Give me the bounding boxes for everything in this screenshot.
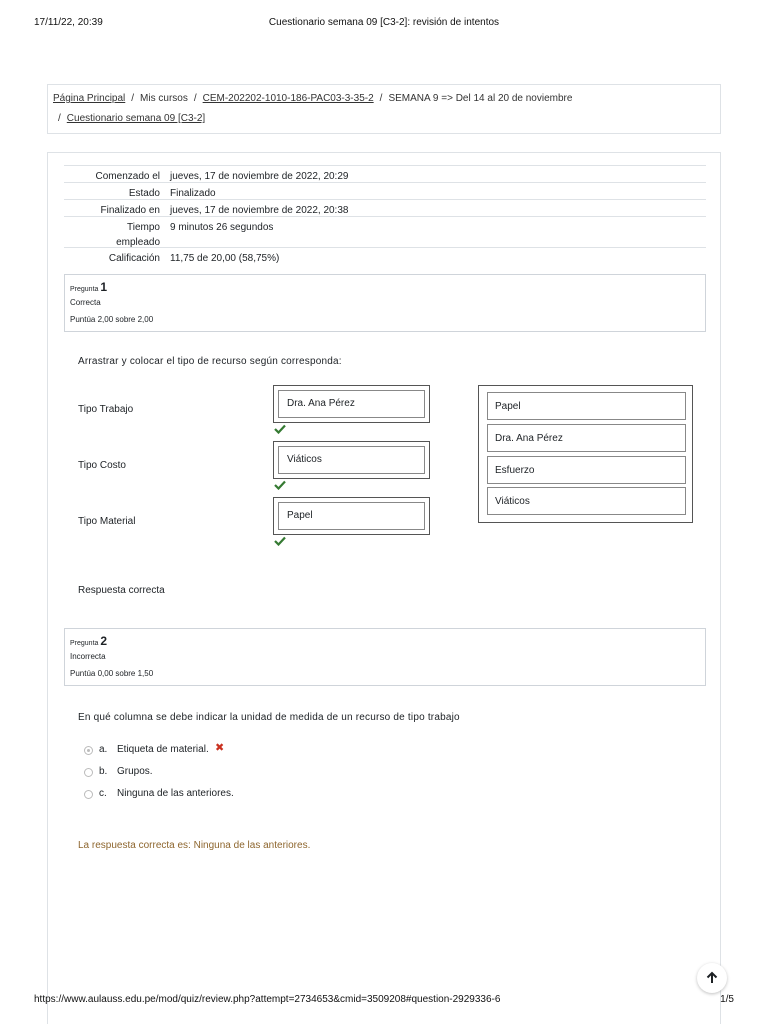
- option-letter: a.: [99, 744, 108, 755]
- breadcrumb-home-link[interactable]: Página Principal: [53, 93, 126, 104]
- question-number: [70, 634, 107, 648]
- question-grade: Puntúa 2,00 sobre 2,00: [70, 315, 154, 324]
- option-letter: b.: [99, 766, 108, 777]
- summary-value: Finalizado: [170, 188, 216, 199]
- check-icon: [274, 536, 286, 546]
- placed-item[interactable]: Papel: [278, 502, 425, 530]
- placed-item[interactable]: Viáticos: [278, 446, 425, 474]
- summary-label: Estado: [128, 188, 160, 199]
- drop-row-label: Tipo Trabajo: [78, 404, 134, 415]
- summary-value: 9 minutos 26 segundos: [170, 222, 274, 233]
- question-number: [70, 280, 107, 294]
- drag-item[interactable]: Viáticos: [487, 487, 686, 515]
- question-number-value: 2: [100, 634, 108, 648]
- print-url: https://www.aulauss.edu.pe/mod/quiz/review.php?attempt=2734653&cmid=3509208#question-2929336-6: [34, 994, 501, 1005]
- arrow-up-icon: [706, 971, 718, 984]
- drag-item[interactable]: Papel: [487, 392, 686, 420]
- question-2-text: En qué columna se debe indicar la unidad de medida de un recurso de tipo trabajo: [78, 712, 460, 723]
- summary-value: jueves, 17 de noviembre de 2022, 20:38: [170, 205, 349, 216]
- summary-label: Finalizado en: [100, 205, 160, 216]
- answer-option-c[interactable]: [84, 788, 284, 802]
- question-prefix: Pregunta: [70, 286, 99, 293]
- drop-zone-costo[interactable]: [273, 441, 430, 479]
- right-answer-feedback: La respuesta correcta es: Ninguna de las anteriores.: [78, 840, 311, 851]
- back-to-top-button[interactable]: [697, 963, 727, 993]
- print-footer: [34, 994, 734, 1008]
- radio-button[interactable]: [84, 768, 93, 777]
- option-text: Ninguna de las anteriores.: [117, 788, 234, 799]
- summary-row-grade: [64, 247, 706, 267]
- question-2-info: [64, 628, 706, 686]
- question-1-info: [64, 274, 706, 332]
- breadcrumb-my-courses[interactable]: Mis cursos: [140, 93, 188, 104]
- placed-item[interactable]: Dra. Ana Pérez: [278, 390, 425, 418]
- drop-row-label: Tipo Material: [78, 516, 136, 527]
- radio-button[interactable]: [84, 790, 93, 799]
- option-letter: c.: [99, 788, 107, 799]
- drop-zone-material[interactable]: [273, 497, 430, 535]
- check-icon: [274, 424, 286, 434]
- summary-label: Calificación: [108, 253, 160, 264]
- option-text: Etiqueta de material.: [117, 744, 209, 755]
- answer-option-b[interactable]: [84, 766, 284, 780]
- check-icon: [274, 480, 286, 490]
- summary-label: Comenzado el: [95, 171, 160, 182]
- question-state: Correcta: [70, 298, 101, 307]
- option-text: Grupos.: [117, 766, 153, 777]
- answer-option-a[interactable]: [84, 744, 284, 758]
- print-title: Cuestionario semana 09 [C3-2]: revisión de intentos: [268, 17, 500, 28]
- summary-row-started: [64, 165, 706, 182]
- print-date: 17/11/22, 20:39: [34, 17, 103, 28]
- question-state: Incorrecta: [70, 652, 106, 661]
- breadcrumb-quiz-link[interactable]: Cuestionario semana 09 [C3-2]: [66, 113, 206, 124]
- summary-row-state: [64, 182, 706, 199]
- drop-row-label: Tipo Costo: [78, 460, 126, 471]
- summary-row-time-taken: [64, 216, 706, 247]
- close-icon: ✖: [215, 742, 225, 754]
- question-grade: Puntúa 0,00 sobre 1,50: [70, 669, 154, 678]
- drag-item[interactable]: Esfuerzo: [487, 456, 686, 484]
- drop-zone-trabajo[interactable]: [273, 385, 430, 423]
- question-1-text: Arrastrar y colocar el tipo de recurso según corresponda:: [78, 356, 342, 367]
- drag-item[interactable]: Dra. Ana Pérez: [487, 424, 686, 452]
- summary-label: Tiempo empleado: [116, 222, 160, 248]
- drag-items-pool: [478, 385, 693, 523]
- print-header: [34, 17, 734, 31]
- summary-value: jueves, 17 de noviembre de 2022, 20:29: [170, 171, 349, 182]
- breadcrumb-course-link[interactable]: CEM-202202-1010-186-PAC03-3-35-2: [202, 93, 374, 104]
- quiz-review-region: [47, 152, 721, 1024]
- print-page-number: 1/5: [720, 994, 734, 1005]
- breadcrumb-week[interactable]: SEMANA 9 => Del 14 al 20 de noviembre: [388, 93, 573, 104]
- question-prefix: Pregunta: [70, 640, 99, 647]
- question-1-feedback: Respuesta correcta: [78, 585, 165, 596]
- question-number-value: 1: [100, 280, 108, 294]
- radio-button[interactable]: [84, 746, 93, 755]
- summary-row-finished: [64, 199, 706, 216]
- attempt-summary-table: [64, 165, 706, 267]
- summary-value: 11,75 de 20,00 (58,75%): [170, 253, 280, 264]
- breadcrumb: Página Principal / Mis cursos / CEM-202202-1010-186-PAC03-3-35-2 / SEMANA 9 => Del 14 al 20 de noviembre / Cuestionario semana 09 [C3-2]: [47, 84, 721, 134]
